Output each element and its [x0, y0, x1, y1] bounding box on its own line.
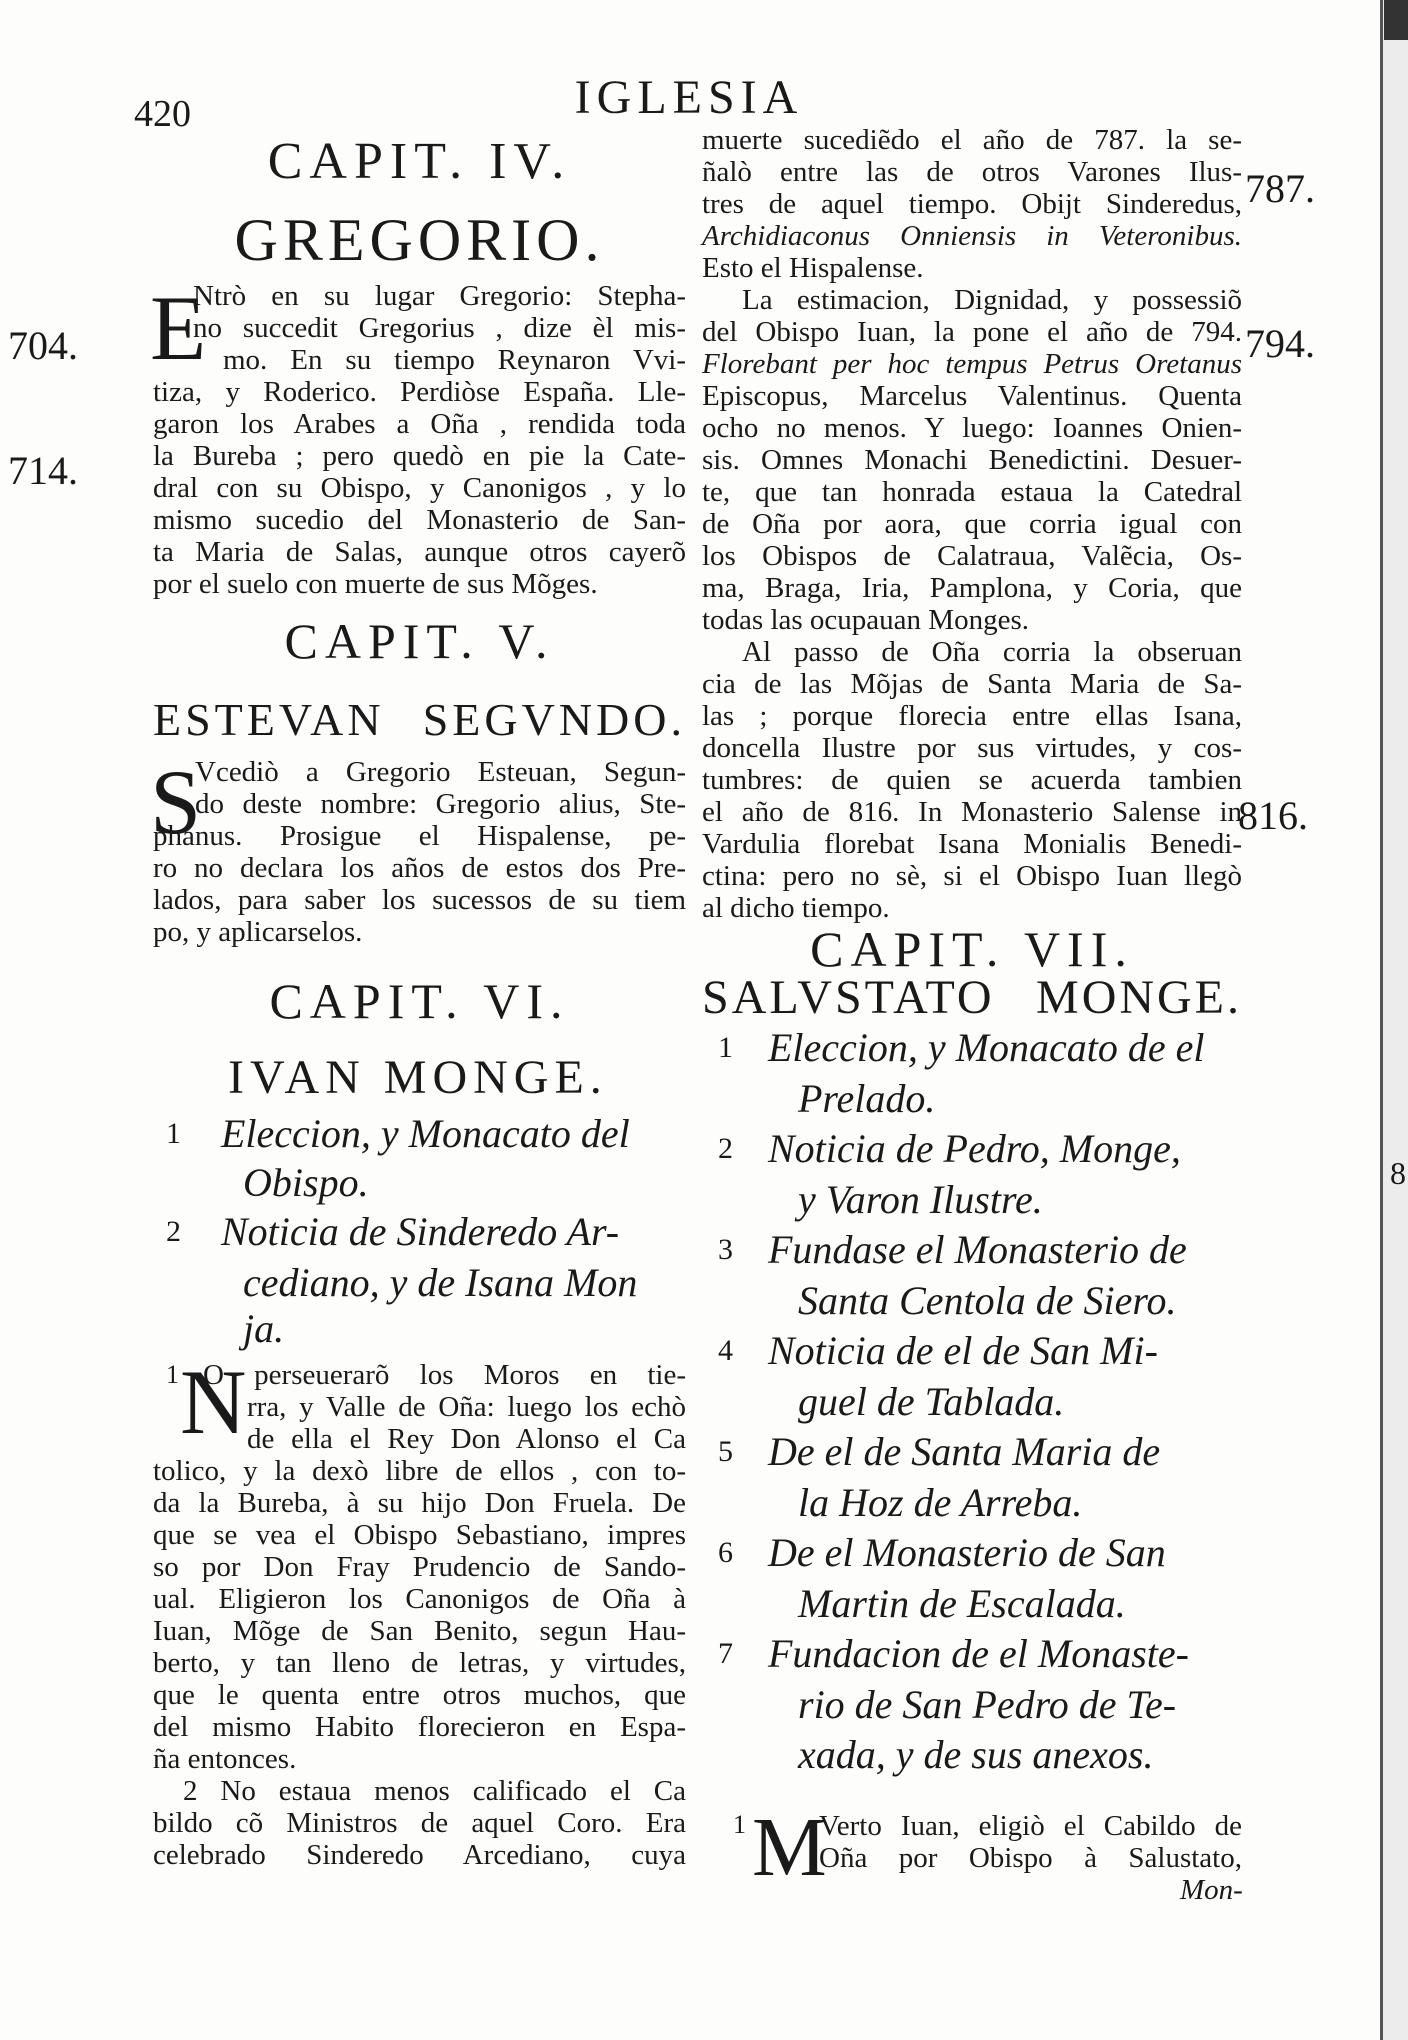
- margin-year: 816.: [1238, 793, 1308, 838]
- summary-item: rio de San Pedro de Te-: [798, 1681, 1177, 1727]
- margin-year: 8: [1390, 1155, 1406, 1191]
- text-line: Vcediò a Gregorio Esteuan, Segun-: [195, 756, 686, 788]
- text-line: Florebant per hoc tempus Petrus Oretanus: [702, 348, 1242, 380]
- text-line: Al passo de Oña corria la obseruan: [742, 636, 1242, 668]
- text-line: dral con su Obispo, y Canonigos , y lo: [153, 472, 686, 504]
- text-line: que se vea el Obispo Sebastiano, impres: [153, 1519, 686, 1551]
- text-line: so por Don Fray Prudencio de Sando-: [153, 1551, 686, 1583]
- text-line: al dicho tiempo.: [702, 892, 890, 924]
- paragraph: [153, 756, 686, 948]
- page-number: 420: [134, 93, 191, 135]
- summary-item: Martin de Escalada.: [798, 1580, 1126, 1626]
- text-line: Iuan, Mõge de San Benito, segun Hau-: [153, 1615, 686, 1647]
- summary-number: 7: [718, 1637, 733, 1670]
- paragraph-number: 1: [733, 1810, 746, 1839]
- text-line: tumbres: de quien se acuerda tambien: [702, 764, 1242, 796]
- margin-year: 787.: [1245, 166, 1315, 211]
- text-line: de Oña por aora, que corria igual con: [702, 508, 1242, 540]
- drop-cap: M: [752, 1801, 827, 1894]
- text-line: ñalò entre las de otros Varones Ilus-: [702, 156, 1242, 188]
- text-line: doncella Ilustre por sus virtudes, y cos-: [702, 732, 1242, 764]
- text-line: Ntrò en su lugar Gregorio: Stepha-: [193, 280, 686, 312]
- summary-item: Fundase el Monasterio de: [768, 1227, 1187, 1272]
- summary-item: Prelado.: [798, 1075, 936, 1121]
- text-line: Archidiaconus Onniensis in Veteronibus.: [702, 220, 1242, 252]
- summary-item: Noticia de el de San Mi-: [768, 1328, 1158, 1373]
- summary-number: 4: [718, 1334, 733, 1367]
- summary-number: 1: [166, 1117, 181, 1150]
- text-line: los Obispos de Calatraua, Valẽcia, Os-: [702, 540, 1242, 572]
- text-line: del mismo Habito florecieron en Espa-: [153, 1711, 686, 1743]
- text-line: O perseuerarõ los Moros en tie-: [203, 1359, 686, 1391]
- text-line: ma, Braga, Iria, Pamplona, y Coria, que: [702, 572, 1242, 604]
- running-head-title: IGLESIA: [574, 71, 804, 124]
- text-line: ctina: pero no sè, si el Obispo Iuan llegò: [702, 860, 1242, 892]
- text-line: da la Bureba, à su hijo Don Fruela. De: [153, 1487, 686, 1519]
- text-line: 2 No estaua menos calificado el Ca: [183, 1775, 686, 1807]
- margin-year: 794.: [1245, 321, 1315, 366]
- summary-item: cediano, y de Isana Mon: [243, 1260, 638, 1305]
- margin-year: 704.: [8, 323, 78, 368]
- text-line: Vardulia florebat Isana Monialis Benedi-: [702, 828, 1242, 860]
- text-line: tolico, y la dexò libre de ellos , con to-: [153, 1455, 686, 1487]
- summary-number: 2: [166, 1215, 181, 1248]
- drop-cap: N: [180, 1351, 247, 1453]
- text-line: Esto el Hispalense.: [702, 252, 924, 284]
- summary-item: Obispo.: [243, 1160, 369, 1205]
- paragraph: [153, 1351, 686, 1871]
- text-line: tiza, y Roderico. Perdiòse España. Lle-: [153, 376, 686, 408]
- text-line: Oña por Obispo à Salustato,: [819, 1842, 1242, 1874]
- chapter-title: SALVSTATO MONGE.: [702, 971, 1242, 1024]
- text-line: celebrado Sinderedo Arcediano, cuya: [153, 1839, 686, 1871]
- text-line: cia de las Mõjas de Santa Maria de Sa-: [702, 668, 1242, 700]
- text-line: no succedit Gregorius , dize èl mis-: [193, 312, 686, 344]
- text-line: Episcopus, Marcelus Valentinus. Quenta: [702, 380, 1242, 412]
- summary-number: 6: [718, 1536, 733, 1569]
- chapter-title: GREGORIO.: [234, 207, 605, 273]
- text-line: ocho no menos. Y luego: Ioannes Onien-: [702, 412, 1242, 444]
- text-line: mo. En su tiempo Reynaron Vvi-: [223, 344, 686, 376]
- summary-item: Santa Centola de Siero.: [798, 1277, 1177, 1323]
- text-line: po, y aplicarselos.: [153, 916, 363, 948]
- chapter-title: IVAN MONGE.: [228, 1051, 608, 1104]
- summary-number: 5: [718, 1435, 733, 1468]
- summary-item: De el Monasterio de San: [768, 1530, 1166, 1575]
- text-line: garon los Arabes a Oña , rendida toda: [153, 408, 686, 440]
- paragraph-number: 1: [166, 1360, 179, 1389]
- text-line: tres de aquel tiempo. Obijt Sinderedus,: [702, 188, 1242, 220]
- summary-item: Noticia de Pedro, Monge,: [768, 1126, 1181, 1171]
- text-line: sis. Omnes Monachi Benedictini. Desuer-: [702, 444, 1242, 476]
- text-line: muerte sucediẽdo el año de 787. la se-: [702, 124, 1242, 156]
- text-line: las ; porque florecia entre ellas Isana,: [702, 700, 1242, 732]
- summary-number: 1: [718, 1031, 733, 1064]
- text-line: te, que tan honrada estaua la Catedral: [702, 476, 1242, 508]
- margin-year: 714.: [8, 448, 78, 493]
- chapter-heading: CAPIT. V.: [284, 613, 555, 669]
- text-line: Verto Iuan, eligiò el Cabildo de: [819, 1810, 1242, 1842]
- paragraph: [702, 124, 1242, 924]
- text-line: berto, y tan lleno de letras, y virtudes,: [153, 1647, 686, 1679]
- text-line: lados, para saber los sucessos de su tiem: [153, 884, 686, 916]
- text-line: la Bureba ; pero quedò en pie la Cate-: [153, 440, 686, 472]
- text-line: La estimacion, Dignidad, y possessiõ: [742, 284, 1242, 316]
- running-head: [0, 70, 1408, 125]
- paragraph: [819, 1810, 1242, 1874]
- chapter-title: ESTEVAN SEGVNDO.: [153, 694, 686, 745]
- text-line: do deste nombre: Gregorio alius, Ste-: [195, 788, 686, 820]
- paragraph: [153, 280, 686, 600]
- summary-item: Eleccion, y Monacato del: [221, 1111, 630, 1156]
- text-line: ta Maria de Salas, aunque otros cayerõ: [153, 536, 686, 568]
- chapter-heading: CAPIT. VII.: [810, 921, 1134, 977]
- summary-item: y Varon Ilustre.: [798, 1176, 1043, 1222]
- text-line: bildo cõ Ministros de aquel Coro. Era: [153, 1807, 686, 1839]
- chapter-heading: CAPIT. VI.: [269, 973, 570, 1029]
- summary-item: Noticia de Sinderedo Ar-: [221, 1209, 620, 1254]
- summary-item: ja.: [243, 1306, 285, 1351]
- page-corner-shadow: [1384, 0, 1408, 40]
- summary-item: De el de Santa Maria de: [768, 1429, 1161, 1474]
- summary-number: 3: [718, 1233, 733, 1266]
- summary-item: Eleccion, y Monacato de el: [768, 1025, 1205, 1070]
- text-line: el año de 816. In Monasterio Salense in: [702, 796, 1242, 828]
- summary-item: Fundacion de el Monaste-: [768, 1631, 1189, 1676]
- text-line: por el suelo con muerte de sus Mõges.: [153, 568, 598, 600]
- text-line: mismo sucedio del Monasterio de San-: [153, 504, 686, 536]
- text-line: ña entonces.: [153, 1743, 297, 1775]
- summary-item: guel de Tablada.: [798, 1378, 1065, 1424]
- drop-cap: S: [150, 751, 202, 853]
- text-line: ual. Eligieron los Canonigos de Oña à: [153, 1583, 686, 1615]
- text-line: del Obispo Iuan, la pone el año de 794.: [702, 316, 1242, 348]
- catchword: Mon-: [1180, 1874, 1243, 1906]
- text-line: phanus. Prosigue el Hispalense, pe-: [153, 820, 686, 852]
- page-edge: [1380, 0, 1408, 2040]
- summary-item: la Hoz de Arreba.: [798, 1479, 1083, 1525]
- drop-cap: E: [150, 277, 207, 379]
- chapter-heading: CAPIT. IV.: [267, 133, 572, 190]
- text-line: de ella el Rey Don Alonso el Ca: [247, 1423, 686, 1455]
- text-line: ro no declara los años de estos dos Pre-: [153, 852, 686, 884]
- summary-number: 2: [718, 1132, 733, 1165]
- text-line: que le quenta entre otros muchos, que: [153, 1679, 686, 1711]
- summary-item: xada, y de sus anexos.: [798, 1732, 1154, 1777]
- text-line: rra, y Valle de Oña: luego los echò: [247, 1391, 686, 1423]
- text-line: todas las ocupauan Monges.: [702, 604, 1029, 636]
